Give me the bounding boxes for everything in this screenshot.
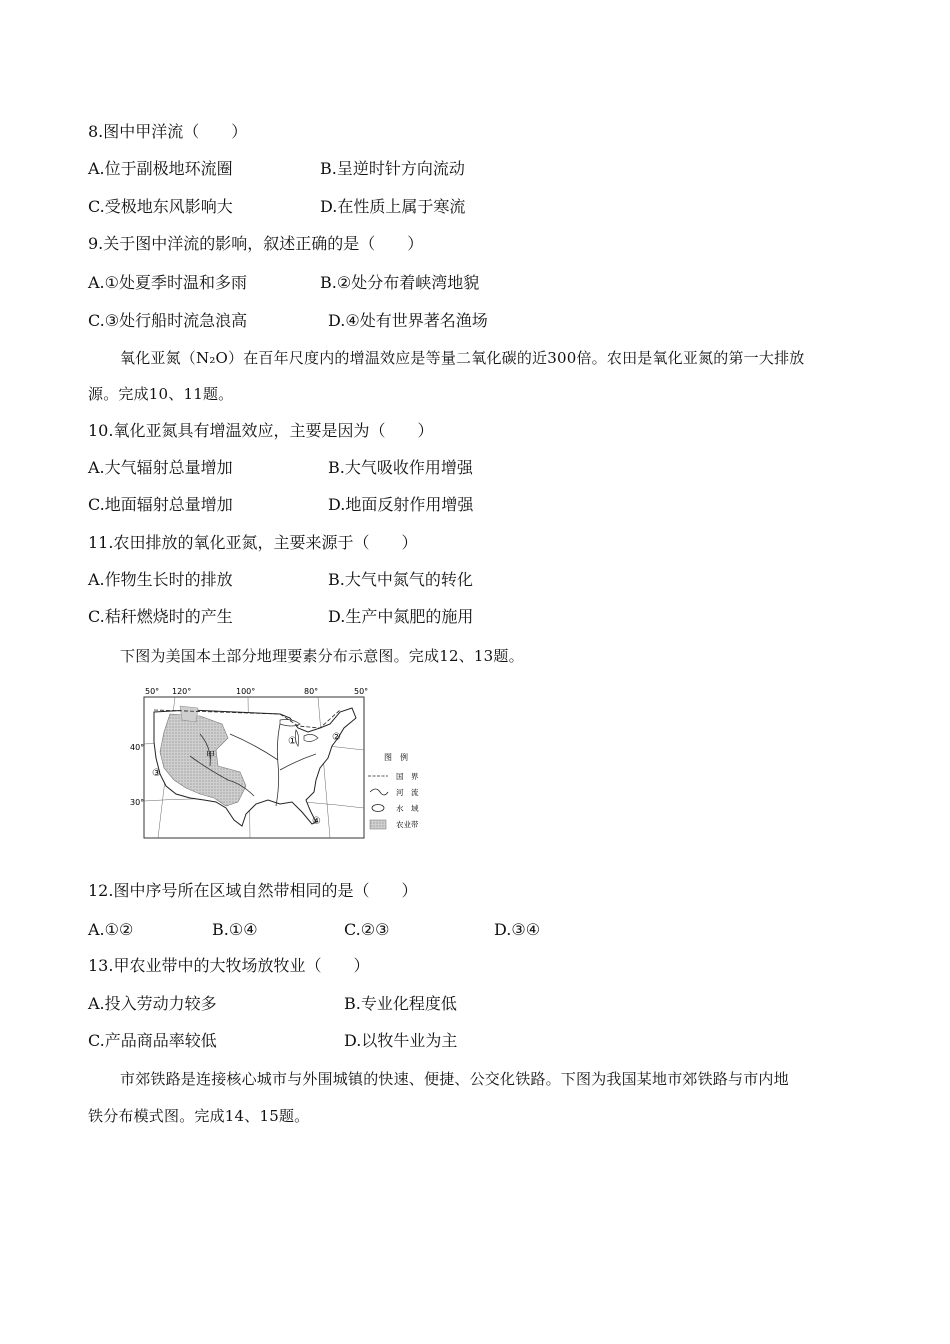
q8-option-a: A.位于副极地环流圈 [88,159,233,178]
q9-option-d: D.④处有世界著名渔场 [328,311,488,330]
q11-option-c: C.秸秆燃烧时的产生 [88,607,233,626]
q10-option-a: A.大气辐射总量增加 [88,458,233,477]
lon-label-1: 50° [145,687,160,696]
legend-border: 国 界 [396,772,419,781]
marker-3: ③ [152,768,161,779]
intro-rail-line1: 市郊铁路是连接核心城市与外围城镇的快速、便捷、公交化铁路。下图为我国某地市郊铁路与市内地 [120,1070,789,1088]
marker-2: ② [332,732,341,743]
lon-label-4: 80° [304,687,319,696]
q11-option-d: D.生产中氮肥的施用 [328,607,474,626]
zone-label-jia: 甲 [206,751,216,761]
lat-label-30: 30° [130,798,145,807]
q8-stem: 8.图中甲洋流（ ） [88,122,248,141]
q13-option-b: B.专业化程度低 [344,994,457,1013]
intro-map: 下图为美国本土部分地理要素分布示意图。完成12、13题。 [120,647,524,665]
q12-option-b: B.①④ [212,920,258,939]
marker-4: ④ [312,816,321,827]
q9-stem: 9.关于图中洋流的影响，叙述正确的是（ ） [88,234,424,253]
q10-option-b: B.大气吸收作用增强 [328,458,473,477]
lat-label-40: 40° [130,743,145,752]
q10-stem: 10.氧化亚氮具有增温效应，主要是因为（ ） [88,421,434,440]
q11-option-b: B.大气中氮气的转化 [328,570,473,589]
map-legend [368,752,419,829]
q8-option-d: D.在性质上属于寒流 [320,197,466,216]
intro-n2o-line2: 源。完成10、11题。 [88,385,234,403]
q11-stem: 11.农田排放的氧化亚氮，主要来源于（ ） [88,533,418,552]
q9-option-b: B.②处分布着峡湾地貌 [320,273,480,292]
legend-water: 水 域 [396,804,419,813]
intro-n2o-line1: 氧化亚氮（N₂O）在百年尺度内的增温效应是等量二氧化碳的近300倍。农田是氧化亚氮的第一大排放 [120,349,805,367]
q12-option-d: D.③④ [494,920,541,939]
q13-option-d: D.以牧牛业为主 [344,1031,458,1050]
q12-option-c: C.②③ [344,920,390,939]
q13-option-a: A.投入劳动力较多 [88,994,217,1013]
q9-option-a: A.①处夏季时温和多雨 [88,273,247,292]
intro-rail-line2: 铁分布模式图。完成14、15题。 [88,1107,310,1125]
q10-option-c: C.地面辐射总量增加 [88,495,233,514]
lon-label-3: 100° [236,687,256,696]
q9-option-c: C.③处行船时流急浪高 [88,311,248,330]
q11-option-a: A.作物生长时的排放 [88,570,233,589]
legend-title: 图 例 [384,753,408,762]
legend-agri: 农业带 [396,820,419,829]
lon-label-2: 120° [172,687,192,696]
q8-option-c: C.受极地东风影响大 [88,197,233,216]
q8-option-b: B.呈逆时针方向流动 [320,159,465,178]
q12-option-a: A.①② [88,920,134,939]
q10-option-d: D.地面反射作用增强 [328,495,474,514]
legend-river: 河 流 [396,788,419,797]
q12-stem: 12.图中序号所在区域自然带相同的是（ ） [88,881,418,900]
q13-stem: 13.甲农业带中的大牧场放牧业（ ） [88,956,370,975]
q13-option-c: C.产品商品率较低 [88,1031,217,1050]
usa-map-figure [130,684,450,842]
lon-label-5: 50° [354,687,369,696]
marker-1: ① [288,736,297,747]
